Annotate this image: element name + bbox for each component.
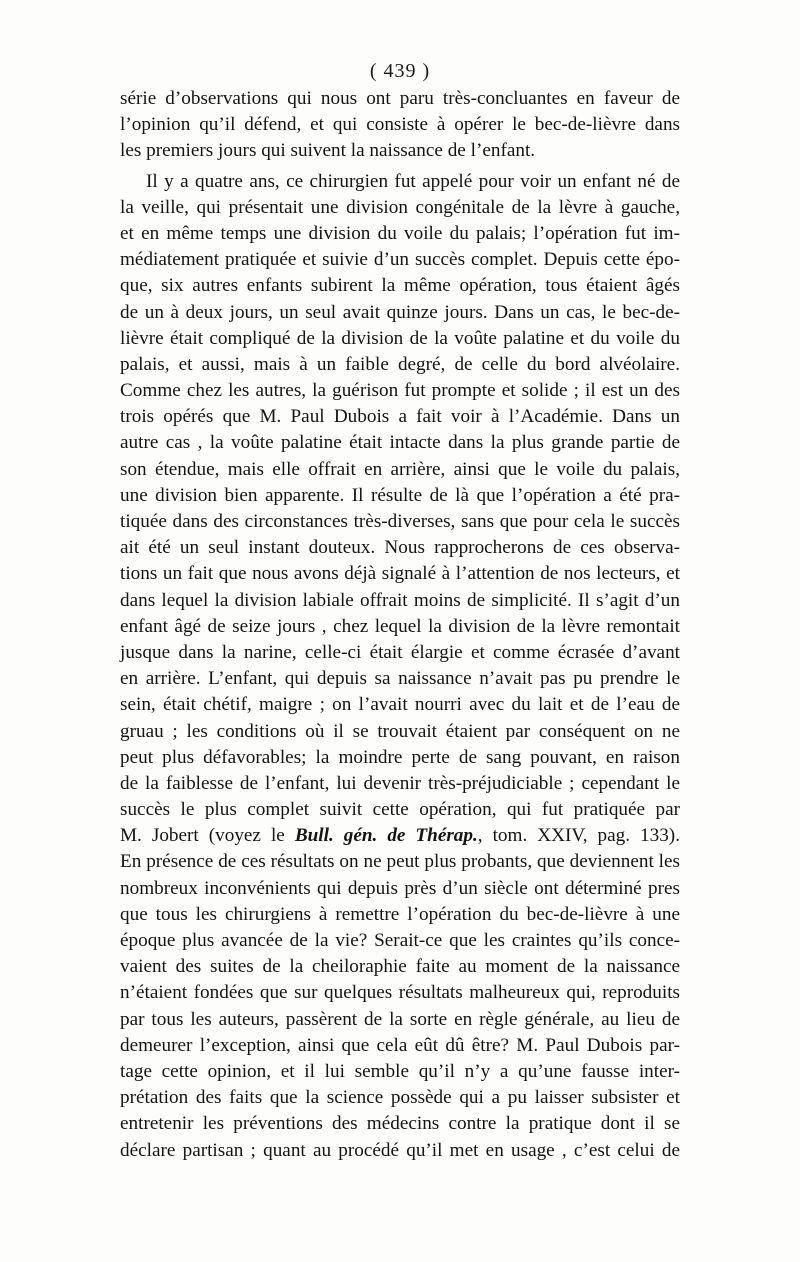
text-line: vaient des suites de la cheiloraphie faite au moment de la naissance [120,956,680,978]
text-line: tions un fait que nous avons déjà signalé à l’attention de nos lecteurs, et [120,563,680,585]
citation-line [120,823,680,849]
text-line: dans lequel la division labiale offrait moins de simplicité. Il s’agit d’un [120,589,680,611]
text-line: en arrière. L’enfant, qui depuis sa naissance n’avait pas pu prendre le [120,668,680,690]
page-number: ( 439 ) [369,60,431,82]
text-line: et en même temps une division du voile du palais; l’opération fut im- [120,222,680,244]
text-line: sein, était chétif, maigre ; on l’avait nourri avec du lait et de l’eau de [120,694,680,716]
text-line: médiatement pratiquée et suivie d’un succès complet. Depuis cette épo- [120,249,680,271]
journal-title: Bull. gén. de Thérap. [294,825,478,847]
text-line: enfant âgé de seize jours , chez lequel la division de la lèvre remontait [120,615,680,637]
text-line: par tous les auteurs, passèrent de la sorte en règle générale, au lieu de [120,1008,680,1030]
text-line: succès le plus complet suivit cette opération, qui fut pratiquée par [120,799,680,821]
text-line: les premiers jours qui suivent la naissance de l’enfant. [120,140,536,162]
text-line: série d’observations qui nous ont paru très-concluantes en faveur de [120,88,680,109]
text-line: de un à deux jours, un seul avait quinze jours. Dans un cas, le bec-de- [120,301,680,323]
text-line: prétation des faits que la science possède qui a pu laisser subsister et [120,1087,680,1109]
text-line: de la faiblesse de l’enfant, lui devenir très-préjudiciable ; cependant le [120,772,680,794]
text-line: Il y a quatre ans, ce chirurgien fut appelé pour voir un enfant né de [146,170,680,192]
text-line: tage cette opinion, et il lui semble qu’il n’y a qu’une fausse inter- [120,1060,680,1082]
text-line: que tous les chirurgiens à remettre l’opération du bec-de-lièvre à une [120,903,680,925]
text-line: tiquée dans des circonstances très-diverses, sans que pour cela le succès [120,511,680,532]
text-line: lièvre était compliqué de la division de la voûte palatine et du voile du [120,327,680,349]
text-line: palais, et aussi, mais à un faible degré, de celle du bord alvéolaire. [120,353,680,375]
text-line: nombreux inconvénients qui depuis près d’un siècle ont déterminé pres [120,877,680,899]
text-line: entretenir les préventions des médecins contre la pratique dont il se [120,1113,680,1135]
citation-prefix: M. Jobert (voyez le [120,825,295,847]
text-line: son étendue, mais elle offrait en arrière, ainsi que le voile du palais, [120,458,680,480]
citation-suffix: , tom. XXIV, pag. 133). [477,825,680,847]
text-line: autre cas , la voûte palatine était intacte dans la plus grande partie de [120,432,680,454]
text-line: En présence de ces résultats on ne peut plus probants, que deviennent les [120,851,680,873]
body-text [120,86,680,1164]
text-line: déclare partisan ; quant au procédé qu’il met en usage , c’est celui de [120,1139,680,1161]
text-line: gruau ; les conditions où il se trouvait étaient par conséquent on ne [120,720,680,742]
text-line: la veille, qui présentait une division congénitale de la lèvre à gauche, [120,196,680,218]
text-line: Comme chez les autres, la guérison fut prompte et solide ; il est un des [120,380,680,402]
text-line: une division bien apparente. Il résulte de là que l’opération a été pra- [120,484,680,506]
text-line: demeurer l’exception, ainsi que cela eût dû être? M. Paul Dubois par- [120,1034,680,1056]
text-line: n’étaient fondées que sur quelques résultats malheureux qui, reproduits [120,982,680,1004]
text-line: ait été un seul instant douteux. Nous rapprocherons de ces observa- [120,537,680,559]
text-line: époque plus avancée de la vie? Serait-ce que les craintes qu’ils conce- [120,930,680,951]
text-line: peut plus défavorables; la moindre perte de sang pouvant, en raison [120,746,680,768]
text-line: que, six autres enfants subirent la même opération, tous étaient âgés [120,275,680,297]
text-line: l’opinion qu’il défend, et qui consiste à opérer le bec-de-lièvre dans [120,114,680,136]
text-line: trois opérés que M. Paul Dubois a fait voir à l’Académie. Dans un [120,406,680,428]
text-line: jusque dans la narine, celle-ci était élargie et comme écrasée d’avant [120,641,680,663]
